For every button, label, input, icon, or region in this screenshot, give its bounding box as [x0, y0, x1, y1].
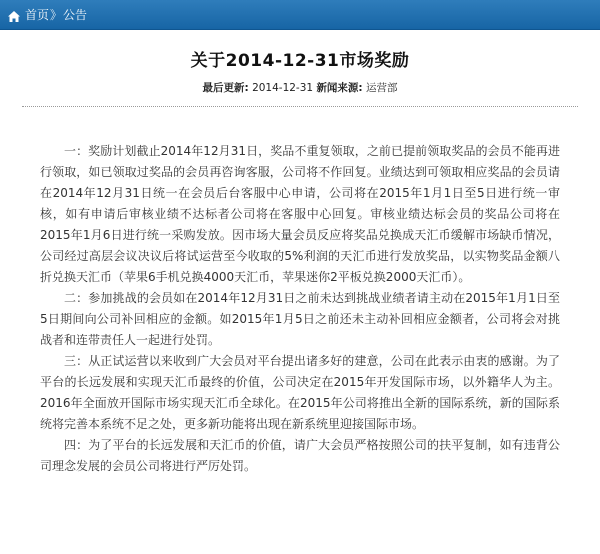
meta-updated-label: 最后更新: — [202, 82, 249, 94]
breadcrumb-separator: 》 — [50, 8, 63, 22]
breadcrumb-bar — [0, 0, 600, 30]
article-paragraph-4: 四：为了平台的长远发展和天汇币的价值，请广大会员严格按照公司的扶平复制，如有违背公司理念发展的会员公司将进行严厉处罚。 — [40, 438, 560, 473]
meta-updated-value: 2014-12-31 — [252, 82, 314, 94]
meta-source-label: 新闻来源: — [316, 82, 363, 94]
article-paragraph-3: 三：从正试运营以来收到广大会员对平台提出诸多好的建意，公司在此表示由衷的感谢。为了平台的长远发展和实现天汇币最终的价值，公司决定在2015年开发国际市场，以外籍华人为主。2016年全面放开国际市场实现天汇币全球化。在2015年公司将推出全新的国际系统，新的国际系统将完善本系统不足之处，更多新功能将出现在新系统里迎接国际市场。 — [40, 354, 560, 431]
article-paragraph-2: 二：参加挑战的会员如在2014年12月31日之前未达到挑战业绩者请主动在2015年1月1日至5日期间向公司补回相应的金额。如2015年1月5日之前还未主动补回相应金额者，公司将会对挑战者和连带责任人一起进行处罚。 — [40, 291, 560, 347]
meta-source-value: 运营部 — [365, 82, 398, 94]
article-meta — [0, 80, 600, 95]
home-icon[interactable] — [7, 8, 21, 21]
article-paragraph-1: 一：奖励计划截止2014年12月31日，奖品不重复领取，之前已提前领取奖品的会员不能再进行领取，如已领取过奖品的会员再咨询客服，公司将不作回复。业绩达到可领取相应奖品的会员请在2014年12月31日统一在会员后台客服中心申请，公司将在2015年1月1日至5日进行统一审核，如有申请后审核业绩不达标者公司将在客服中心回复。审核业绩达标会员的奖品公司将在2015年1月6日进行统一采购发放。因市场大量会员反应将奖品兑换成天汇币缓解市场缺币情况，公司经过高层会议决议后将试运营至今收取的5%利润的天汇币进行发放奖品，以实物奖品金额八折兑换天汇币（苹果6手机兑换4000天汇币，苹果迷你2平板兑换2000天汇币）。 — [40, 144, 560, 284]
breadcrumb-current-link[interactable]: 公告 — [63, 7, 88, 22]
breadcrumb-home-link[interactable]: 首页 — [25, 7, 50, 22]
divider — [22, 106, 578, 107]
article-title: 关于2014-12-31市场奖励 — [190, 51, 410, 71]
article-body — [40, 141, 560, 477]
